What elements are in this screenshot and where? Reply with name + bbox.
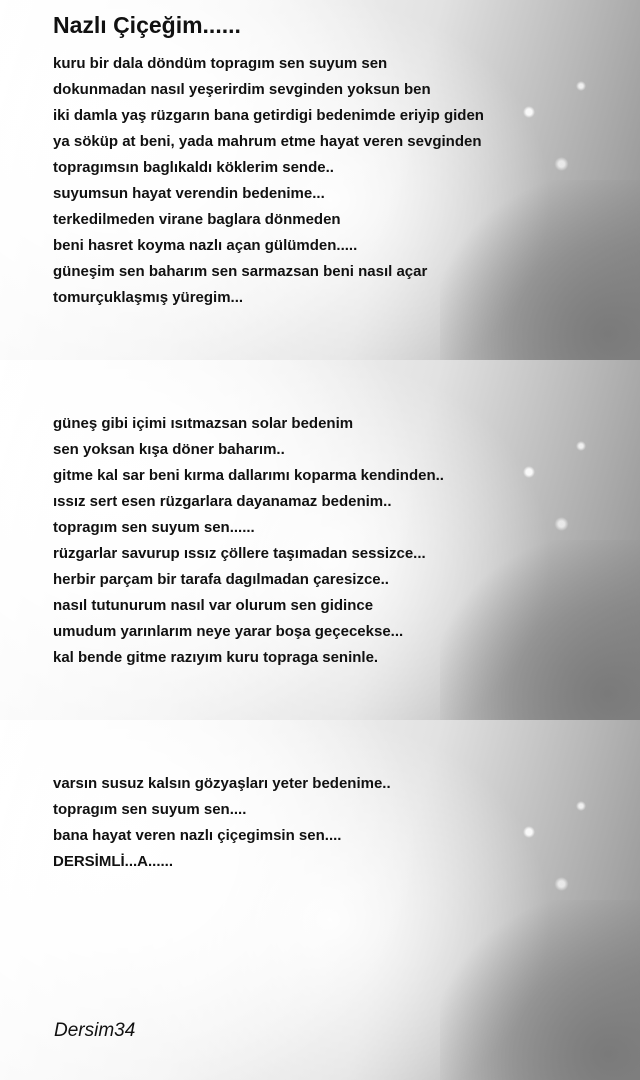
poem-line: rüzgarlar savurup ıssız çöllere taşımadan sessizce...	[53, 545, 426, 562]
stanza-2	[53, 411, 444, 671]
poem-line: topragım sen suyum sen....	[53, 801, 247, 818]
poem-line: dokunmadan nasıl yeşerirdim sevginden yoksun ben	[53, 81, 431, 98]
poem-line: suyumsun hayat verendin bedenime...	[53, 185, 325, 202]
poem-line: güneşim sen baharım sen sarmazsan beni nasıl açar	[53, 263, 428, 280]
poem-line: gitme kal sar beni kırma dallarımı koparma kendinden..	[53, 467, 444, 484]
poem-line: topragım sen suyum sen......	[53, 519, 255, 536]
poem-line: ya söküp at beni, yada mahrum etme hayat veren sevginden	[53, 133, 482, 150]
poem-line: herbir parçam bir tarafa dagılmadan çaresizce..	[53, 571, 389, 588]
poem-line: bana hayat veren nazlı çiçegimsin sen....	[53, 827, 342, 844]
poem-line: beni hasret koyma nazlı açan gülümden.....	[53, 237, 358, 254]
poem-line: kuru bir dala döndüm topragım sen suyum sen	[53, 55, 388, 72]
poem-line: terkedilmeden virane baglara dönmeden	[53, 211, 341, 228]
poem-line: DERSİMLİ...A......	[53, 853, 174, 870]
poem-title: Nazlı Çiçeğim......	[53, 12, 241, 38]
poem-line: ıssız sert esen rüzgarlara dayanamaz bedenim..	[53, 493, 392, 510]
poem-line: topragımsın baglıkaldı köklerim sende..	[53, 159, 334, 176]
poem-line: iki damla yaş rüzgarın bana getirdigi bedenimde eriyip giden	[53, 107, 484, 124]
poem-panel-3	[0, 720, 640, 1080]
author-signature: Dersim34	[54, 1020, 136, 1041]
poem-line: güneş gibi içimi ısıtmazsan solar bedenim	[53, 415, 354, 432]
poem-line: nasıl tutunurum nasıl var olurum sen gidince	[53, 597, 374, 614]
poem-panel-2	[0, 360, 640, 720]
poem-line: kal bende gitme razıyım kuru topraga seninle.	[53, 649, 379, 666]
poem-line: varsın susuz kalsın gözyaşları yeter bedenime..	[53, 775, 391, 792]
poem-line: sen yoksan kışa döner baharım..	[53, 441, 285, 458]
stanza-3	[53, 771, 391, 875]
poem-line: umudum yarınlarım neye yarar boşa geçecekse...	[53, 623, 404, 640]
poem-line: tomurçuklaşmış yüregim...	[53, 289, 244, 306]
poem-panel-1	[0, 0, 640, 360]
stanza-1	[53, 51, 484, 311]
